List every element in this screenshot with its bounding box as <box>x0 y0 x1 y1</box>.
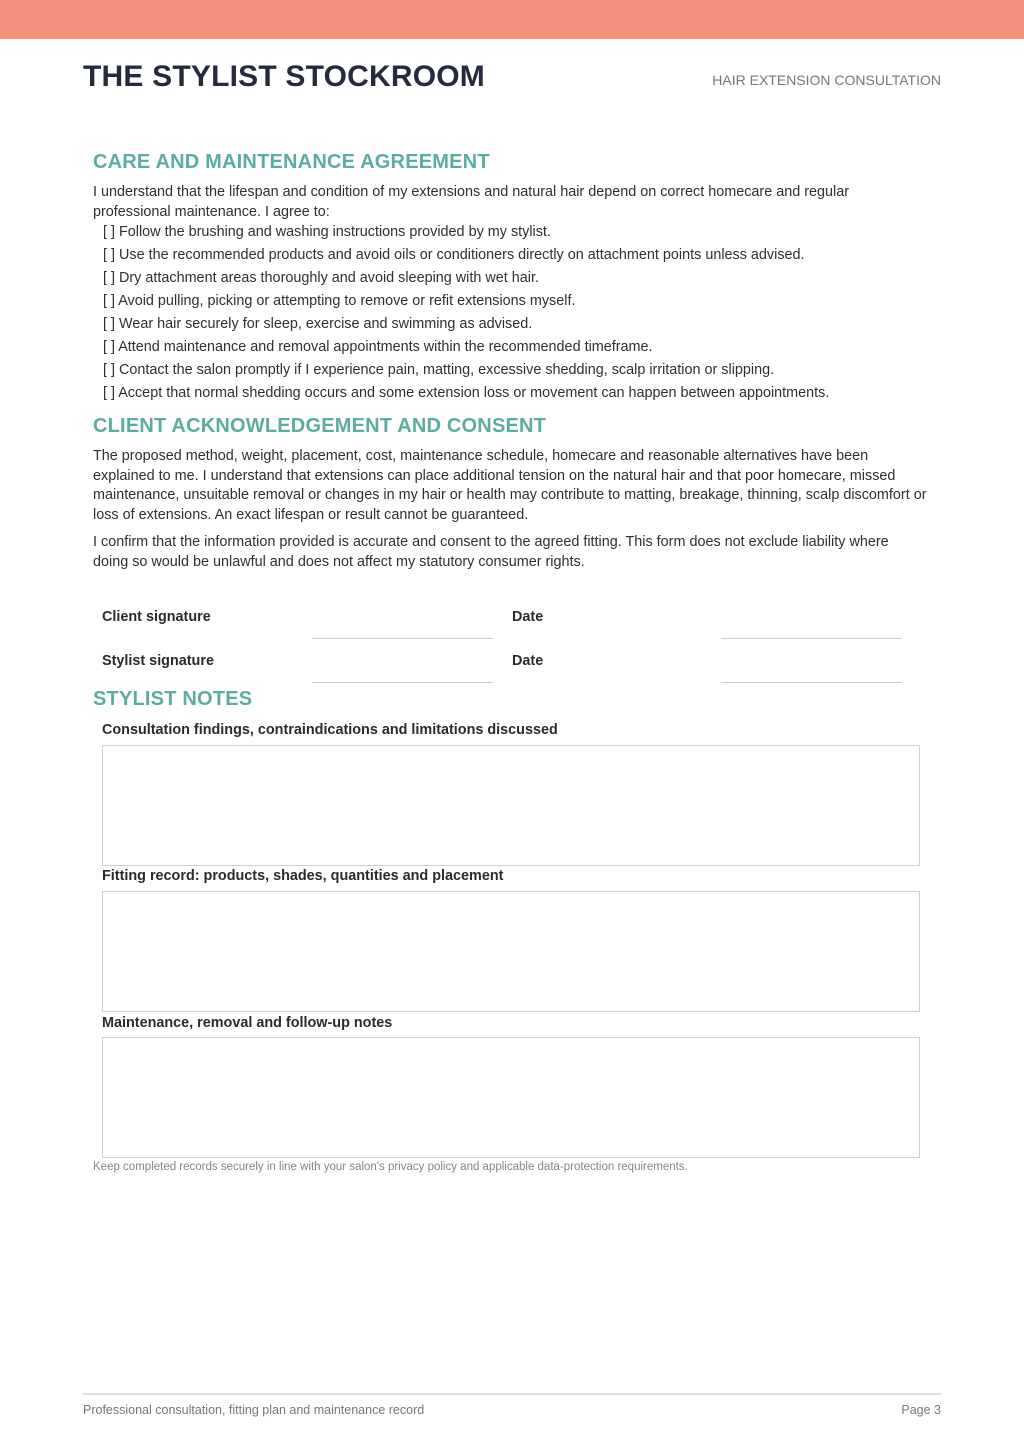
client-signature-row <box>102 609 922 639</box>
notes-section-title: STYLIST NOTES <box>93 688 253 710</box>
checklist-item[interactable]: [ ] Dry attachment areas thoroughly and avoid sleeping with wet hair. <box>103 270 539 286</box>
checklist-item[interactable]: [ ] Follow the brushing and washing instructions provided by my stylist. <box>103 224 551 240</box>
stylist-date-field[interactable] <box>721 682 902 683</box>
document-type-label: HAIR EXTENSION CONSULTATION <box>712 72 941 88</box>
care-intro-text: I understand that the lifespan and condition of my extensions and natural hair depend on correct homecare and regular professional maintenance. I agree to: <box>93 184 849 220</box>
page-number: Page 3 <box>901 1403 941 1417</box>
stylist-signature-field[interactable] <box>312 682 493 683</box>
checklist-item[interactable]: [ ] Avoid pulling, picking or attempting to remove or refit extensions myself. <box>103 293 576 309</box>
footer-description: Professional consultation, fitting plan and maintenance record <box>83 1403 425 1417</box>
fitting-record-box[interactable] <box>102 891 920 1012</box>
fitting-record-label: Fitting record: products, shades, quantities and placement <box>102 868 504 884</box>
consent-paragraph: The proposed method, weight, placement, cost, maintenance schedule, homecare and reasonable alternatives have been explained to me. I understand that extensions can place additional tension on the natural hair and that poor homecare, missed maintenance, unsuitable removal or changes in my hair or health may contribute to matting, breakage, thinning, scalp discomfort or loss of extensions. An exact lifespan or result cannot be guaranteed. <box>93 448 927 523</box>
checklist-item[interactable]: [ ] Contact the salon promptly if I experience pain, matting, excessive shedding, scalp irritation or slipping. <box>103 362 775 378</box>
client-signature-label: Client signature <box>102 609 211 625</box>
stylist-signature-label: Stylist signature <box>102 653 214 669</box>
footer-divider <box>83 1393 941 1395</box>
client-signature-field[interactable] <box>312 638 493 639</box>
care-checklist <box>103 223 923 407</box>
brand-title: THE STYLIST STOCKROOM <box>83 60 485 93</box>
consent-confirmation-paragraph: I confirm that the information provided is accurate and consent to the agreed fitting. This form does not exclude liability where doing so would be unlawful and does not affect my statutory consumer rights. <box>93 534 889 570</box>
checklist-item[interactable]: [ ] Attend maintenance and removal appointments within the recommended timeframe. <box>103 339 653 355</box>
consent-section-title: CLIENT ACKNOWLEDGEMENT AND CONSENT <box>93 415 547 437</box>
checklist-item[interactable]: [ ] Use the recommended products and avoid oils or conditioners directly on attachment points unless advised. <box>103 247 805 263</box>
client-date-field[interactable] <box>721 638 902 639</box>
consultation-findings-box[interactable] <box>102 745 920 866</box>
checklist-item[interactable]: [ ] Accept that normal shedding occurs and some extension loss or movement can happen between appointments. <box>103 385 830 401</box>
consultation-findings-label: Consultation findings, contraindications and limitations discussed <box>102 722 558 738</box>
privacy-note: Keep completed records securely in line with your salon's privacy policy and applicable data-protection requirements. <box>93 1161 688 1173</box>
maintenance-notes-label: Maintenance, removal and follow-up notes <box>102 1015 393 1031</box>
stylist-date-label: Date <box>512 653 544 669</box>
maintenance-notes-box[interactable] <box>102 1037 920 1158</box>
checklist-item[interactable]: [ ] Wear hair securely for sleep, exercise and swimming as advised. <box>103 316 533 332</box>
stylist-signature-row <box>102 653 922 683</box>
care-section-title: CARE AND MAINTENANCE AGREEMENT <box>93 151 490 173</box>
client-date-label: Date <box>512 609 544 625</box>
top-accent-bar <box>0 0 1024 39</box>
